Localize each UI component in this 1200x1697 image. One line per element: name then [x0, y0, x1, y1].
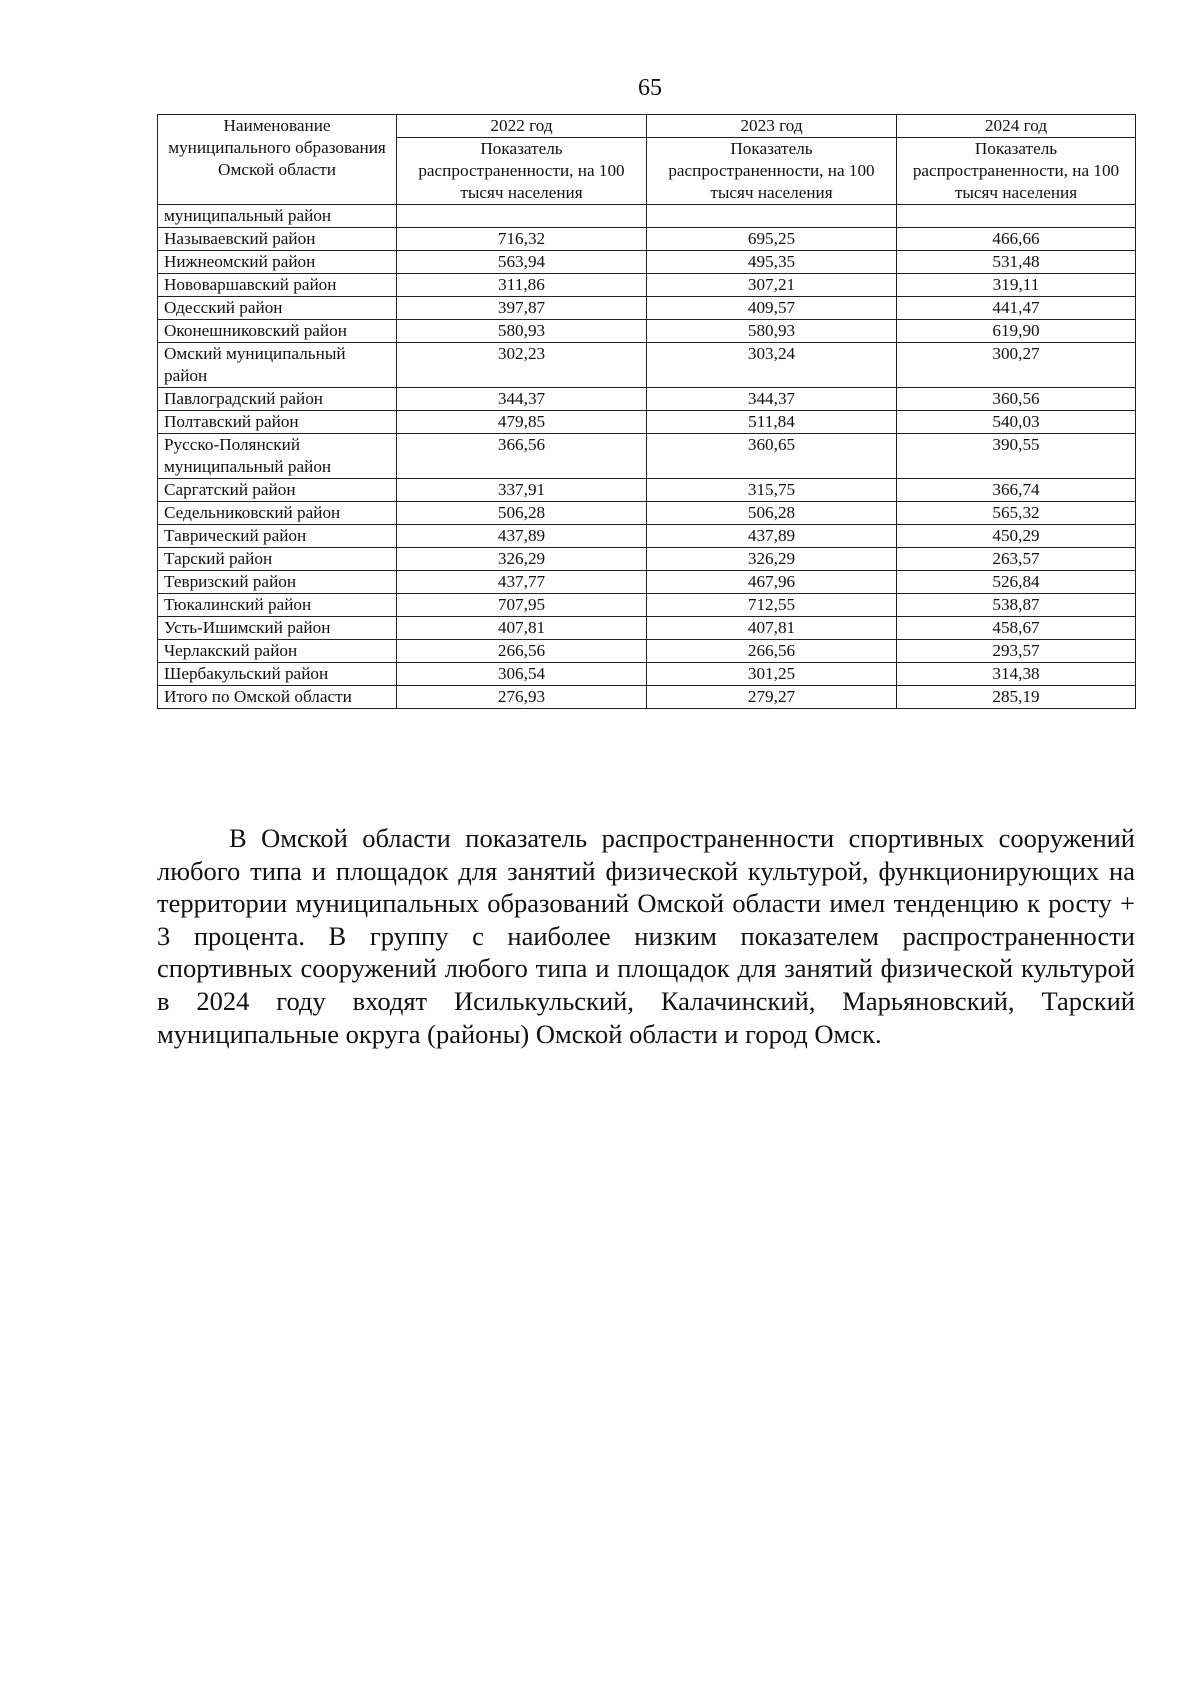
table-row — [158, 274, 1136, 297]
value-2022-cell: 506,28 — [397, 502, 647, 525]
table-row — [158, 479, 1136, 502]
value-2023-cell: 712,55 — [647, 594, 897, 617]
value-2024-cell: 314,38 — [897, 663, 1136, 686]
value-2023-cell: 407,81 — [647, 617, 897, 640]
value-2022-cell: 302,23 — [397, 343, 647, 388]
municipality-name-cell: Тевризский район — [158, 571, 397, 594]
value-2024-cell: 319,11 — [897, 274, 1136, 297]
value-2024-cell: 263,57 — [897, 548, 1136, 571]
table-row — [158, 297, 1136, 320]
table-row — [158, 343, 1136, 388]
municipality-name-cell: Называевский район — [158, 228, 397, 251]
municipality-name-cell: Тюкалинский район — [158, 594, 397, 617]
value-2023-cell: 360,65 — [647, 434, 897, 479]
value-2023-cell: 437,89 — [647, 525, 897, 548]
value-2022-cell: 266,56 — [397, 640, 647, 663]
municipality-name-cell: Русско-Полянский муниципальный район — [158, 434, 397, 479]
table-row — [158, 434, 1136, 479]
value-2022-cell: 276,93 — [397, 686, 647, 709]
value-2024-cell: 540,03 — [897, 411, 1136, 434]
value-2024-cell: 619,90 — [897, 320, 1136, 343]
page-number: 65 — [638, 75, 662, 101]
municipality-name-cell: муниципальный район — [158, 205, 397, 228]
value-2024-cell: 458,67 — [897, 617, 1136, 640]
value-2023-cell: 695,25 — [647, 228, 897, 251]
header-year-2024: 2024 год — [897, 115, 1136, 138]
municipality-name-cell: Омский муниципальный район — [158, 343, 397, 388]
value-2023-cell: 467,96 — [647, 571, 897, 594]
table-row — [158, 617, 1136, 640]
value-2024-cell: 450,29 — [897, 525, 1136, 548]
header-indicator-2024: Показатель распространенности, на 100 тысяч населения — [897, 138, 1136, 205]
table-row — [158, 502, 1136, 525]
statistics-table — [157, 114, 1136, 709]
value-2022-cell: 344,37 — [397, 388, 647, 411]
municipality-name-cell: Одесский район — [158, 297, 397, 320]
value-2022-cell: 366,56 — [397, 434, 647, 479]
table-header — [158, 115, 1136, 205]
value-2024-cell: 360,56 — [897, 388, 1136, 411]
municipality-name-cell: Тарский район — [158, 548, 397, 571]
value-2024-cell: 285,19 — [897, 686, 1136, 709]
value-2023-cell: 307,21 — [647, 274, 897, 297]
value-2023-cell: 511,84 — [647, 411, 897, 434]
value-2022-cell: 707,95 — [397, 594, 647, 617]
table-row — [158, 320, 1136, 343]
value-2023-cell: 279,27 — [647, 686, 897, 709]
table-row — [158, 251, 1136, 274]
municipality-name-cell: Нижнеомский район — [158, 251, 397, 274]
table-row — [158, 411, 1136, 434]
body-paragraph: В Омской области показатель распространенности спортивных сооружений любого типа и площадок для занятий физической культурой, функционирующих на территории муниципальных образований Омской области имел тенденцию к росту + 3 процента. В группу с наиболее низким показателем распространенности спортивных сооружений любого типа и площадок для занятий физической культурой в 2024 году входят Исилькульский, Калачинский, Марьяновский, Тарский муниципальные округа (районы) Омской области и город Омск. — [157, 823, 1135, 1049]
municipality-name-cell: Таврический район — [158, 525, 397, 548]
value-2024-cell: 531,48 — [897, 251, 1136, 274]
table-body — [158, 205, 1136, 709]
table-row — [158, 663, 1136, 686]
value-2022-cell: 407,81 — [397, 617, 647, 640]
value-2023-cell — [647, 205, 897, 228]
table-row — [158, 571, 1136, 594]
header-indicator-2023: Показатель распространенности, на 100 тысяч населения — [647, 138, 897, 205]
value-2022-cell — [397, 205, 647, 228]
value-2024-cell: 366,74 — [897, 479, 1136, 502]
municipality-name-cell: Шербакульский район — [158, 663, 397, 686]
value-2022-cell: 311,86 — [397, 274, 647, 297]
value-2023-cell: 303,24 — [647, 343, 897, 388]
municipality-name-cell: Нововаршавский район — [158, 274, 397, 297]
value-2023-cell: 315,75 — [647, 479, 897, 502]
value-2023-cell: 326,29 — [647, 548, 897, 571]
value-2022-cell: 716,32 — [397, 228, 647, 251]
table-row — [158, 548, 1136, 571]
value-2023-cell: 495,35 — [647, 251, 897, 274]
value-2022-cell: 306,54 — [397, 663, 647, 686]
municipality-name-cell: Черлакский район — [158, 640, 397, 663]
value-2022-cell: 437,89 — [397, 525, 647, 548]
value-2023-cell: 266,56 — [647, 640, 897, 663]
municipality-name-cell: Усть-Ишимский район — [158, 617, 397, 640]
value-2023-cell: 409,57 — [647, 297, 897, 320]
value-2024-cell — [897, 205, 1136, 228]
value-2022-cell: 580,93 — [397, 320, 647, 343]
value-2022-cell: 337,91 — [397, 479, 647, 502]
value-2022-cell: 563,94 — [397, 251, 647, 274]
header-row-years — [158, 115, 1136, 138]
table-row — [158, 525, 1136, 548]
value-2024-cell: 300,27 — [897, 343, 1136, 388]
table-row — [158, 228, 1136, 251]
municipality-name-cell: Павлоградский район — [158, 388, 397, 411]
value-2023-cell: 506,28 — [647, 502, 897, 525]
table-row — [158, 205, 1136, 228]
table-row — [158, 686, 1136, 709]
header-year-2023: 2023 год — [647, 115, 897, 138]
value-2022-cell: 437,77 — [397, 571, 647, 594]
municipality-name-cell: Саргатский район — [158, 479, 397, 502]
value-2023-cell: 301,25 — [647, 663, 897, 686]
value-2024-cell: 441,47 — [897, 297, 1136, 320]
value-2022-cell: 326,29 — [397, 548, 647, 571]
value-2023-cell: 580,93 — [647, 320, 897, 343]
municipality-name-cell: Итого по Омской области — [158, 686, 397, 709]
value-2024-cell: 526,84 — [897, 571, 1136, 594]
header-indicator-2022: Показатель распространенности, на 100 тысяч населения — [397, 138, 647, 205]
value-2024-cell: 466,66 — [897, 228, 1136, 251]
table-row — [158, 640, 1136, 663]
value-2024-cell: 538,87 — [897, 594, 1136, 617]
value-2022-cell: 479,85 — [397, 411, 647, 434]
value-2022-cell: 397,87 — [397, 297, 647, 320]
municipality-name-cell: Полтавский район — [158, 411, 397, 434]
value-2024-cell: 293,57 — [897, 640, 1136, 663]
value-2024-cell: 390,55 — [897, 434, 1136, 479]
table-row — [158, 388, 1136, 411]
value-2023-cell: 344,37 — [647, 388, 897, 411]
table-row — [158, 594, 1136, 617]
municipality-name-cell: Седельниковский район — [158, 502, 397, 525]
municipality-name-cell: Оконешниковский район — [158, 320, 397, 343]
header-year-2022: 2022 год — [397, 115, 647, 138]
value-2024-cell: 565,32 — [897, 502, 1136, 525]
header-municipality: Наименование муниципального образования Омской области — [158, 115, 397, 205]
